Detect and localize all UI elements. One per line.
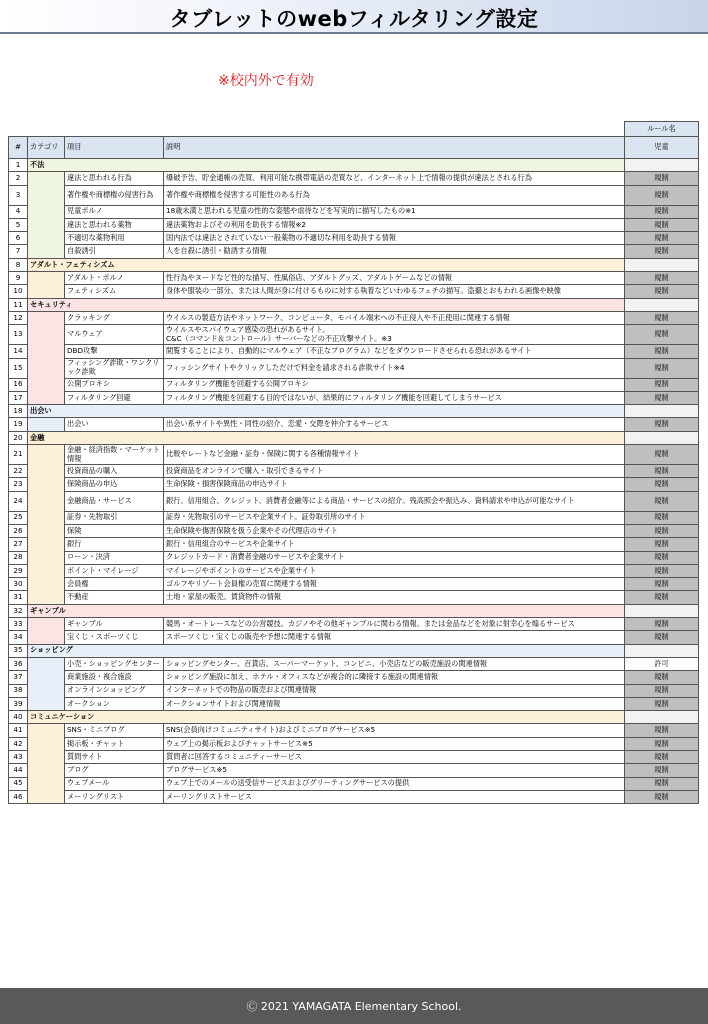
item-name: 保険商品の申込 (65, 478, 164, 491)
category-name: 不法 (28, 159, 625, 172)
rule-cell-empty (625, 644, 699, 657)
item-description: 土地・家屋の販売、賃貸物件の情報 (164, 591, 625, 604)
table-row (9, 478, 699, 491)
row-number: 27 (9, 538, 28, 551)
item-name: 宝くじ・スポーツくじ (65, 631, 164, 644)
item-name: オークション (65, 697, 164, 710)
rule-value: 規制 (625, 345, 699, 358)
row-number: 39 (9, 697, 28, 710)
item-name: フェティシズム (65, 285, 164, 298)
item-name: 著作権や商標権の侵害行為 (65, 185, 164, 205)
table-row (9, 272, 699, 285)
table-row (9, 777, 699, 790)
item-description: 国内法では違法とされていない一般薬物の不適切な利用を助長する情報 (164, 232, 625, 245)
filter-table-body (9, 122, 699, 804)
rule-value: 規制 (625, 750, 699, 763)
table-row (9, 631, 699, 644)
item-description: 閲覧することにより、自動的にマルウェア（不正なプログラム）などをダウンロードさせられる恐れがあるサイト (164, 345, 625, 358)
item-name: マルウェア (65, 325, 164, 345)
item-name: クラッキング (65, 311, 164, 324)
item-description: 証券・先物取引のサービスや企業サイト。証券取引所のサイト (164, 511, 625, 524)
row-number: 38 (9, 684, 28, 697)
category-row (9, 604, 699, 617)
table-row (9, 764, 699, 777)
item-description: 投資商品をオンラインで購入・取引できるサイト (164, 465, 625, 478)
category-name: アダルト・フェティシズム (28, 258, 625, 271)
item-name: 自殺誘引 (65, 245, 164, 258)
rule-cell-empty (625, 159, 699, 172)
table-row (9, 172, 699, 185)
rule-value: 規制 (625, 378, 699, 391)
item-description: ウェブ上の掲示板およびチャットサービス※5 (164, 737, 625, 750)
row-number: 19 (9, 418, 28, 431)
rule-value: 規制 (625, 245, 699, 258)
rule-value: 規制 (625, 671, 699, 684)
description-header: 説明 (164, 137, 625, 159)
table-row (9, 218, 699, 231)
category-row (9, 644, 699, 657)
category-row (9, 405, 699, 418)
item-name: 出会い (65, 418, 164, 431)
rule-cell-empty (625, 604, 699, 617)
category-color-band (28, 172, 65, 258)
row-number: 4 (9, 205, 28, 218)
category-color-band (28, 618, 65, 645)
item-name: 公開プロキシ (65, 378, 164, 391)
row-number: 33 (9, 618, 28, 631)
rule-value: 規制 (625, 465, 699, 478)
copyright: Ⓒ 2021 YAMAGATA Elementary School. (246, 1000, 462, 1013)
row-number: 25 (9, 511, 28, 524)
row-number: 9 (9, 272, 28, 285)
row-number: 21 (9, 445, 28, 465)
table-row (9, 445, 699, 465)
rule-value: 許可 (625, 657, 699, 670)
item-description: オークションサイトおよび関連情報 (164, 697, 625, 710)
item-name: 違法と思われる行為 (65, 172, 164, 185)
item-description: 18歳未満と思われる児童の性的な姿態や虐待などを写実的に描写したもの※1 (164, 205, 625, 218)
rule-value: 規制 (625, 578, 699, 591)
rule-value: 規制 (625, 272, 699, 285)
item-description: ウェブ上でのメールの送受信サービスおよびグリーティングサービスの提供 (164, 777, 625, 790)
item-description: ブログサービス※5 (164, 764, 625, 777)
item-name: ウェブメール (65, 777, 164, 790)
row-number: 3 (9, 185, 28, 205)
row-number: 8 (9, 258, 28, 271)
table-row (9, 538, 699, 551)
item-description: クレジットカード・消費者金融のサービスや企業サイト (164, 551, 625, 564)
rule-value: 規制 (625, 551, 699, 564)
table-row (9, 671, 699, 684)
rule-value: 規制 (625, 285, 699, 298)
table-row (9, 551, 699, 564)
table-row (9, 311, 699, 324)
row-number: 14 (9, 345, 28, 358)
category-name: セキュリティ (28, 298, 625, 311)
table-row (9, 378, 699, 391)
row-number: 5 (9, 218, 28, 231)
row-number: 37 (9, 671, 28, 684)
item-description: 著作権や商標権を侵害する可能性のある行為 (164, 185, 625, 205)
row-number: 26 (9, 524, 28, 537)
rule-value: 規制 (625, 684, 699, 697)
rule-cell-empty (625, 298, 699, 311)
rule-value: 規制 (625, 478, 699, 491)
row-number: 36 (9, 657, 28, 670)
category-color-band (28, 311, 65, 404)
item-description: 競馬・オートレースなどの公営競技。カジノやその他ギャンブルに関わる情報。または金品などを対象に射幸心を煽るサービス (164, 618, 625, 631)
item-name: 掲示板・チャット (65, 737, 164, 750)
item-description: 爆破予告、貯金通帳の売買、利用可能な携帯電話の売買など、インターネット上で情報の提供が違法とされる行為 (164, 172, 625, 185)
row-number: 17 (9, 391, 28, 404)
row-number: 22 (9, 465, 28, 478)
item-description: ショッピング施設に加え、ホテル・オフィスなどが複合的に隣接する施設の関連情報 (164, 671, 625, 684)
item-description: マイレージやポイントのサービスや企業サイト (164, 564, 625, 577)
item-description: 身体や服装の一部分、または人間が身に付けるものに対する執着などいわゆるフェチの描写。盗撮とおもわれる画像や映像 (164, 285, 625, 298)
row-number: 20 (9, 431, 28, 444)
item-name: フィッシング詐欺・ワンクリック詐欺 (65, 358, 164, 378)
rule-value: 規制 (625, 724, 699, 737)
scope-note: ※校内外で有効 (218, 73, 314, 89)
table-row (9, 491, 699, 511)
item-name: 質問サイト (65, 750, 164, 763)
item-name: 金融・経済指数・マーケット情報 (65, 445, 164, 465)
item-name: ローン・決済 (65, 551, 164, 564)
rule-value: 規制 (625, 311, 699, 324)
row-number: 31 (9, 591, 28, 604)
item-description: 性行為やヌードなど性的な描写、性風俗店、アダルトグッズ、アダルトゲームなどの情報 (164, 272, 625, 285)
table-row (9, 524, 699, 537)
item-name: オンラインショッピング (65, 684, 164, 697)
category-color-band (28, 724, 65, 804)
table-row (9, 245, 699, 258)
table-row (9, 285, 699, 298)
row-number: 16 (9, 378, 28, 391)
row-number: 46 (9, 790, 28, 803)
rule-cell-empty (625, 258, 699, 271)
rule-value: 規制 (625, 358, 699, 378)
rule-value: 規制 (625, 697, 699, 710)
row-number: 41 (9, 724, 28, 737)
rule-value: 規制 (625, 491, 699, 511)
category-row (9, 298, 699, 311)
table-row (9, 345, 699, 358)
item-name: アダルト・ポルノ (65, 272, 164, 285)
item-description: ゴルフやリゾート会員権の売買に関連する情報 (164, 578, 625, 591)
category-name: ショッピング (28, 644, 625, 657)
table-row (9, 185, 699, 205)
rule-value: 規制 (625, 185, 699, 205)
item-name: 銀行 (65, 538, 164, 551)
table-row (9, 358, 699, 378)
table-row (9, 618, 699, 631)
rule-value: 規制 (625, 205, 699, 218)
header-blank (9, 122, 625, 137)
row-number: 42 (9, 737, 28, 750)
header-row-top (9, 122, 699, 137)
rule-value: 規制 (625, 631, 699, 644)
item-description: フィッシングサイトやクリックしただけで料金を請求される詐欺サイト※4 (164, 358, 625, 378)
row-number: 10 (9, 285, 28, 298)
item-name: 保険 (65, 524, 164, 537)
rule-value: 規制 (625, 538, 699, 551)
num-header: # (9, 137, 28, 159)
rule-value: 規制 (625, 591, 699, 604)
row-number: 34 (9, 631, 28, 644)
row-number: 32 (9, 604, 28, 617)
rule-value: 規制 (625, 511, 699, 524)
item-description: 質問者に回答するコミュニティーサービス (164, 750, 625, 763)
table-row (9, 724, 699, 737)
table-row (9, 391, 699, 404)
rule-value: 規制 (625, 325, 699, 345)
row-number: 13 (9, 325, 28, 345)
item-description: 比較やレートなど金融・証券・保険に関する各種情報サイト (164, 445, 625, 465)
item-name: 金融商品・サービス (65, 491, 164, 511)
item-name: 投資商品の購入 (65, 465, 164, 478)
filter-table (8, 121, 699, 804)
rule-value: 規制 (625, 391, 699, 404)
rule-value: 規制 (625, 418, 699, 431)
item-name: 商業施設・複合施設 (65, 671, 164, 684)
rule-value: 規制 (625, 564, 699, 577)
item-name: 証券・先物取引 (65, 511, 164, 524)
rule-cell-empty (625, 431, 699, 444)
item-description: 生命保険・損害保険商品の申込サイト (164, 478, 625, 491)
rule-column-header: 児童 (625, 137, 699, 159)
rule-group-header: ルール名 (625, 122, 699, 137)
row-number: 24 (9, 491, 28, 511)
item-name: ポイント・マイレージ (65, 564, 164, 577)
rule-value: 規制 (625, 232, 699, 245)
row-number: 44 (9, 764, 28, 777)
item-description: メーリングリストサービス (164, 790, 625, 803)
table-row (9, 325, 699, 345)
rule-value: 規制 (625, 445, 699, 465)
item-description: ショッピングセンター、百貨店、スーパーマーケット、コンビニ、小売店などの販売施設の関連情報 (164, 657, 625, 670)
rule-value: 規制 (625, 737, 699, 750)
row-number: 30 (9, 578, 28, 591)
item-name: DBD攻撃 (65, 345, 164, 358)
category-name: 金融 (28, 431, 625, 444)
rule-value: 規制 (625, 524, 699, 537)
row-number: 18 (9, 405, 28, 418)
table-row (9, 465, 699, 478)
item-description: SNS(会員向けコミュニティサイト)およびミニブログサービス※5 (164, 724, 625, 737)
item-description: 人を自殺に誘引・勧誘する情報 (164, 245, 625, 258)
category-name: ギャンブル (28, 604, 625, 617)
table-row (9, 790, 699, 803)
item-description: ウイルスの製造方法やネットワーク、コンピュータ、モバイル端末への不正侵入や不正使用に関連する情報 (164, 311, 625, 324)
item-description: 違法薬物およびその利用を助長する情報※2 (164, 218, 625, 231)
rule-cell-empty (625, 405, 699, 418)
item-description: 出会い系サイトや異性・同性の紹介、恋愛・交際を仲介するサービス (164, 418, 625, 431)
table-row (9, 697, 699, 710)
row-number: 28 (9, 551, 28, 564)
row-number: 23 (9, 478, 28, 491)
item-name: 児童ポルノ (65, 205, 164, 218)
table-row (9, 232, 699, 245)
item-name: ブログ (65, 764, 164, 777)
table-row (9, 564, 699, 577)
header-row (9, 137, 699, 159)
item-description: ウイルスやスパイウェア感染の恐れがあるサイト。 C&C（コマンド＆コントロール）サーバーなどの不正攻撃サイト。※3 (164, 325, 625, 345)
rule-value: 規制 (625, 172, 699, 185)
rule-value: 規制 (625, 618, 699, 631)
rule-value: 規制 (625, 790, 699, 803)
row-number: 12 (9, 311, 28, 324)
category-color-band (28, 445, 65, 605)
table-row (9, 578, 699, 591)
category-row (9, 711, 699, 724)
item-name: 不動産 (65, 591, 164, 604)
item-name: 違法と思われる薬物 (65, 218, 164, 231)
page-title: タブレットのwebフィルタリング設定 (169, 7, 539, 31)
item-description: フィルタリング機能を回避する目的ではないが、結果的にフィルタリング機能を回避してしまうサービス (164, 391, 625, 404)
table-row (9, 737, 699, 750)
table-row (9, 418, 699, 431)
rule-cell-empty (625, 711, 699, 724)
table-row (9, 591, 699, 604)
category-color-band (28, 272, 65, 299)
row-number: 6 (9, 232, 28, 245)
item-description: インターネットでの物品の販売および関連情報 (164, 684, 625, 697)
row-number: 35 (9, 644, 28, 657)
item-header: 項目 (65, 137, 164, 159)
category-name: コミュニケーション (28, 711, 625, 724)
rule-value: 規制 (625, 218, 699, 231)
row-number: 15 (9, 358, 28, 378)
item-name: SNS・ミニブログ (65, 724, 164, 737)
item-description: 銀行・信用組合のサービスや企業サイト (164, 538, 625, 551)
category-row (9, 159, 699, 172)
footer (0, 988, 708, 1024)
item-description: 銀行、信用組合、クレジット、消費者金融等による商品・サービスの紹介。残高照会や振込み、資料請求や申込が可能なサイト (164, 491, 625, 511)
item-description: スポーツくじ・宝くじの販売や予想に関連する情報 (164, 631, 625, 644)
row-number: 40 (9, 711, 28, 724)
row-number: 11 (9, 298, 28, 311)
row-number: 29 (9, 564, 28, 577)
item-name: 不適切な薬物利用 (65, 232, 164, 245)
rule-value: 規制 (625, 777, 699, 790)
row-number: 2 (9, 172, 28, 185)
table-row (9, 684, 699, 697)
category-color-band (28, 657, 65, 710)
row-number: 43 (9, 750, 28, 763)
table-row (9, 511, 699, 524)
item-name: フィルタリング回避 (65, 391, 164, 404)
rule-value: 規制 (625, 764, 699, 777)
category-row (9, 431, 699, 444)
table-row (9, 750, 699, 763)
category-name: 出会い (28, 405, 625, 418)
row-number: 45 (9, 777, 28, 790)
category-header: カテゴリ (28, 137, 65, 159)
item-name: 小売・ショッピングセンター (65, 657, 164, 670)
table-row (9, 657, 699, 670)
item-description: フィルタリング機能を回避する公開プロキシ (164, 378, 625, 391)
item-description: 生命保険や傷害保険を扱う企業やその代理店のサイト (164, 524, 625, 537)
category-row (9, 258, 699, 271)
row-number: 1 (9, 159, 28, 172)
category-color-band (28, 418, 65, 431)
item-name: メーリングリスト (65, 790, 164, 803)
row-number: 7 (9, 245, 28, 258)
item-name: 会員権 (65, 578, 164, 591)
table-row (9, 205, 699, 218)
item-name: ギャンブル (65, 618, 164, 631)
